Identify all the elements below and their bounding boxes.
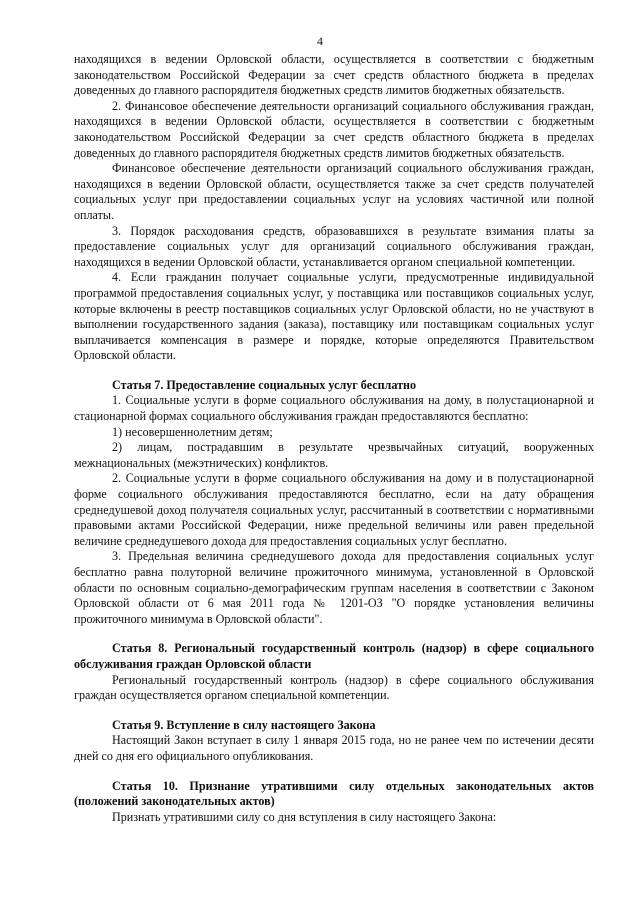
paragraph: 3. Порядок расходования средств, образовавшихся в результате взимания платы за предоставление социальных услуг для организаций социального обслуживания граждан, находящихся в ведении Орловской области, устанавливается органом специальной компетенции. (74, 223, 594, 269)
list-item: 2) лицам, пострадавшим в результате чрезвычайных ситуаций, вооруженных межнациональных (межэтнических) конфликтов. (74, 440, 594, 470)
paragraph: Региональный государственный контроль (надзор) в сфере социального обслуживания граждан осуществляется органом специальной компетенции. (74, 672, 594, 703)
document-body (74, 52, 594, 825)
paragraph: находящихся в ведении Орловской области, осуществляется в соответствии с бюджетным законодательством Российской Федерации за счет средств областного бюджета в пределах доведенных до главного распорядителя бюджетных средств лимитов бюджетных обязательств. (74, 52, 594, 98)
article-9-heading: Статья 9. Вступление в силу настоящего Закона (112, 717, 376, 732)
article-10-heading: Статья 10. Признание утратившими силу отдельных законодательных актов (положений законодательных актов) (74, 778, 594, 809)
paragraph: 3. Предельная величина среднедушевого дохода для предоставления социальных услуг бесплатно равна полуторной величине прожиточного минимума, установленной в Орловской области по основным социально-демографическим группам населения в соответствии с Законом Орловской области от 6 мая 2011 года № 1201-ОЗ "О порядке установления величины прожиточного минимума в Орловской области". (74, 549, 594, 626)
paragraph: 2. Социальные услуги в форме социального обслуживания на дому и в полустационарной форме социального обслуживания предоставляются бесплатно, если на дату обращения среднедушевой доход получателя социальных услуг, рассчитанный в соответствии с нормативными правовыми актами Российской Федерации, ниже предельной величины или равен предельной величине среднедушевого дохода для предоставления социальных услуг бесплатно. (74, 471, 594, 548)
list-item: 1) несовершеннолетним детям; (112, 424, 273, 439)
page-number: 4 (317, 34, 323, 48)
paragraph: Финансовое обеспечение деятельности организаций социального обслуживания граждан, находящихся в ведении Орловской области, осуществляется также за счет средств получателей социальных услуг при предоставлении социальных услуг на условиях частичной или полной оплаты. (74, 161, 594, 222)
article-7-heading: Статья 7. Предоставление социальных услуг бесплатно (112, 377, 417, 392)
paragraph: 1. Социальные услуги в форме социального обслуживания на дому, в полустационарной и стационарной формах социального обслуживания граждан предоставляются бесплатно: (74, 393, 594, 424)
paragraph: Признать утратившими силу со дня вступления в силу настоящего Закона: (112, 809, 497, 824)
paragraph: Настоящий Закон вступает в силу 1 января 2015 года, но не ранее чем по истечении десяти дней со дня его официального опубликования. (74, 733, 594, 763)
paragraph: 4. Если гражданин получает социальные услуги, предусмотренные индивидуальной программой предоставления социальных услуг, у поставщика или поставщиков социальных услуг, которые включены в реестр поставщиков социальных услуг Орловской области, но не участвуют в выполнении государственного задания (заказа), поставщику или поставщикам социальных услуг выплачивается компенсация в размере и порядке, которые определяются Правительством Орловской области. (74, 270, 594, 363)
paragraph: 2. Финансовое обеспечение деятельности организаций социального обслуживания граждан, находящихся в ведении Орловской области, осуществляется в соответствии с бюджетным законодательством Российской Федерации за счет средств областного бюджета в пределах доведенных до главного распорядителя бюджетных средств лимитов бюджетных обязательств. (74, 98, 594, 160)
article-8-heading: Статья 8. Региональный государственный контроль (надзор) в сфере социального обслуживания граждан Орловской области (74, 641, 594, 671)
